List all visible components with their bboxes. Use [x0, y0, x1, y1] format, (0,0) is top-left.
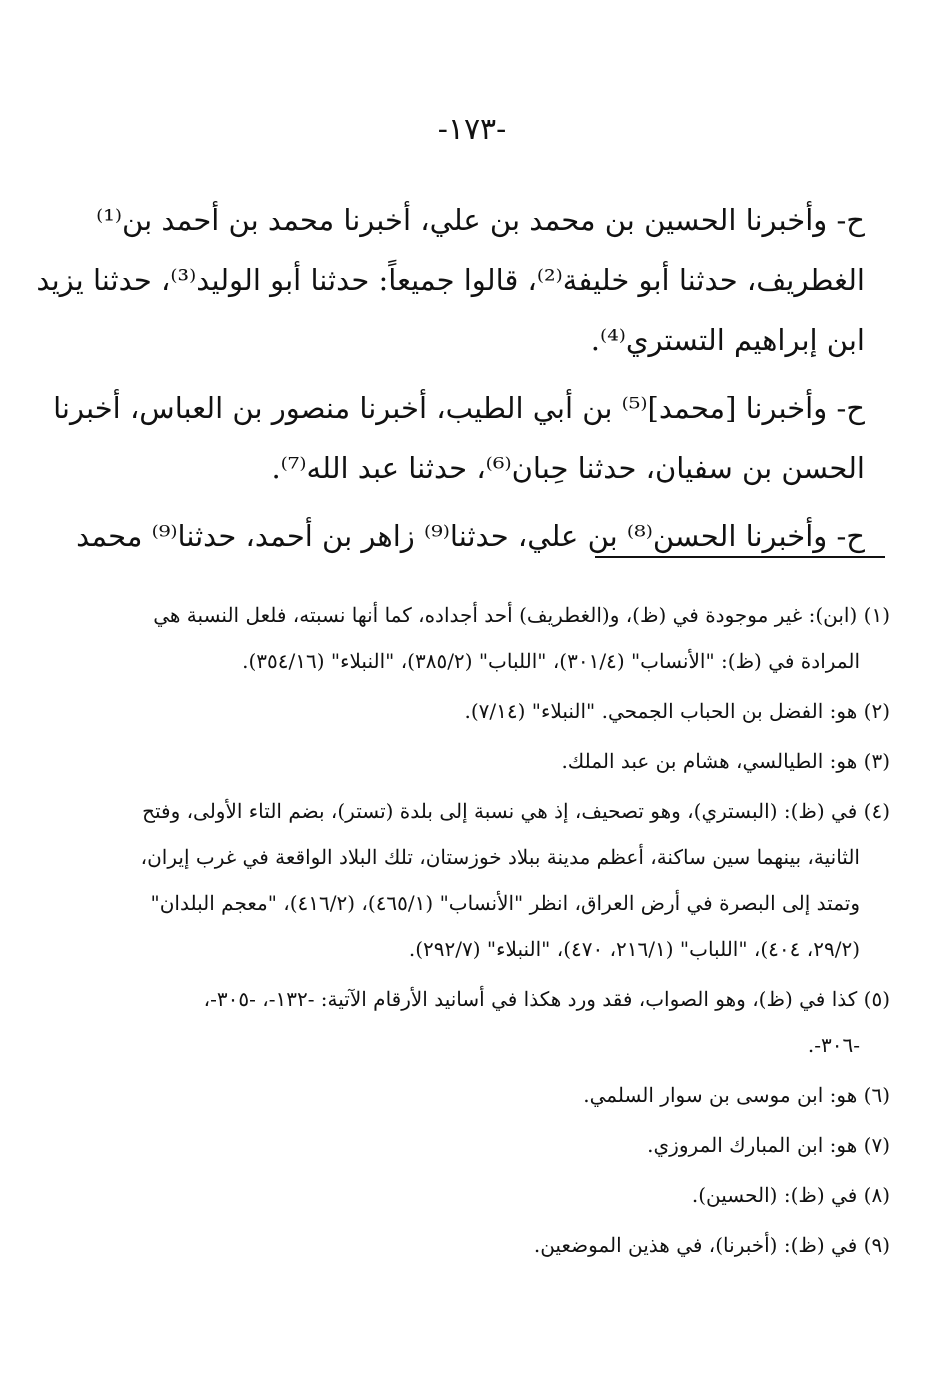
main-text-line: ابن إبراهيم التستري⁽⁴⁾. — [590, 323, 865, 357]
footnote-line: (٨) في (ظ): (الحسين). — [691, 1183, 890, 1207]
footnote-line: (٢٩/٢، ٤٠٤)، "اللباب" (٢١٦/١، ٤٧٠)، "النبلاء" (٢٩٢/٧). — [408, 937, 860, 961]
footnote-line: (٢) هو: الفضل بن الحباب الجمحي. "النبلاء" (٧/١٤). — [464, 699, 890, 723]
footnote-line: (٣) هو: الطيالسي، هشام بن عبد الملك. — [561, 749, 890, 773]
footnote-line: (٤) في (ظ): (البستري)، وهو تصحيف، إذ هي نسبة إلى بلدة (تستر)، بضم التاء الأولى، وفتح — [142, 799, 890, 823]
footnote-line: (١) (ابن): غير موجودة في (ظ)، و(الغطريف) أحد أجداده، كما أنها نسبته، فلعل النسبة هي — [153, 603, 890, 627]
main-text — [36, 190, 865, 566]
footnote-line: المرادة في (ظ): "الأنساب" (٣٠١/٤)، "اللباب" (٣٨٥/٢)، "النبلاء" (٣٥٤/١٦). — [242, 649, 860, 673]
main-text-line: ح- وأخبرنا الحسين بن محمد بن علي، أخبرنا محمد بن أحمد بن⁽¹⁾ — [96, 203, 865, 237]
footnote-line: -٣٠٦-. — [807, 1033, 860, 1057]
footnote-line: (٩) في (ظ): (أخبرنا)، في هذين الموضعين. — [533, 1233, 890, 1257]
main-text-line: الغطريف، حدثنا أبو خليفة⁽²⁾، قالوا جميعاً: حدثنا أبو الوليد⁽³⁾، حدثنا يزيد — [36, 263, 865, 297]
footnote-line: وتمتد إلى البصرة في أرض العراق، انظر "الأنساب" (٤٦٥/١)، (٤١٦/٢)، "معجم البلدان" — [150, 891, 860, 915]
page-number: -١٧٣- — [437, 112, 507, 147]
footnote-divider — [595, 556, 885, 558]
main-text-line: الحسن بن سفيان، حدثنا حِبان⁽⁶⁾، حدثنا عبد الله⁽⁷⁾. — [271, 451, 865, 485]
main-text-line: ح- وأخبرنا الحسن⁽⁸⁾ بن علي، حدثنا⁽⁹⁾ زاهر بن أحمد، حدثنا⁽⁹⁾ محمد — [76, 519, 865, 553]
footnote-line: (٧) هو: ابن المبارك المروزي. — [647, 1133, 890, 1157]
footnotes — [140, 592, 890, 1268]
footnote-line: (٥) كذا في (ظ)، وهو الصواب، فقد ورد هكذا في أسانيد الأرقام الآتية: -١٣٢-، -٣٠٥-، — [203, 987, 890, 1011]
main-text-line: ح- وأخبرنا [محمد]⁽⁵⁾ بن أبي الطيب، أخبرنا منصور بن العباس، أخبرنا — [53, 391, 865, 425]
footnote-line: الثانية، بينهما سين ساكنة، أعظم مدينة ببلاد خوزستان، تلك البلاد الواقعة في غرب إيران، — [140, 845, 860, 869]
footnote-line: (٦) هو: ابن موسى بن سوار السلمي. — [583, 1083, 890, 1107]
